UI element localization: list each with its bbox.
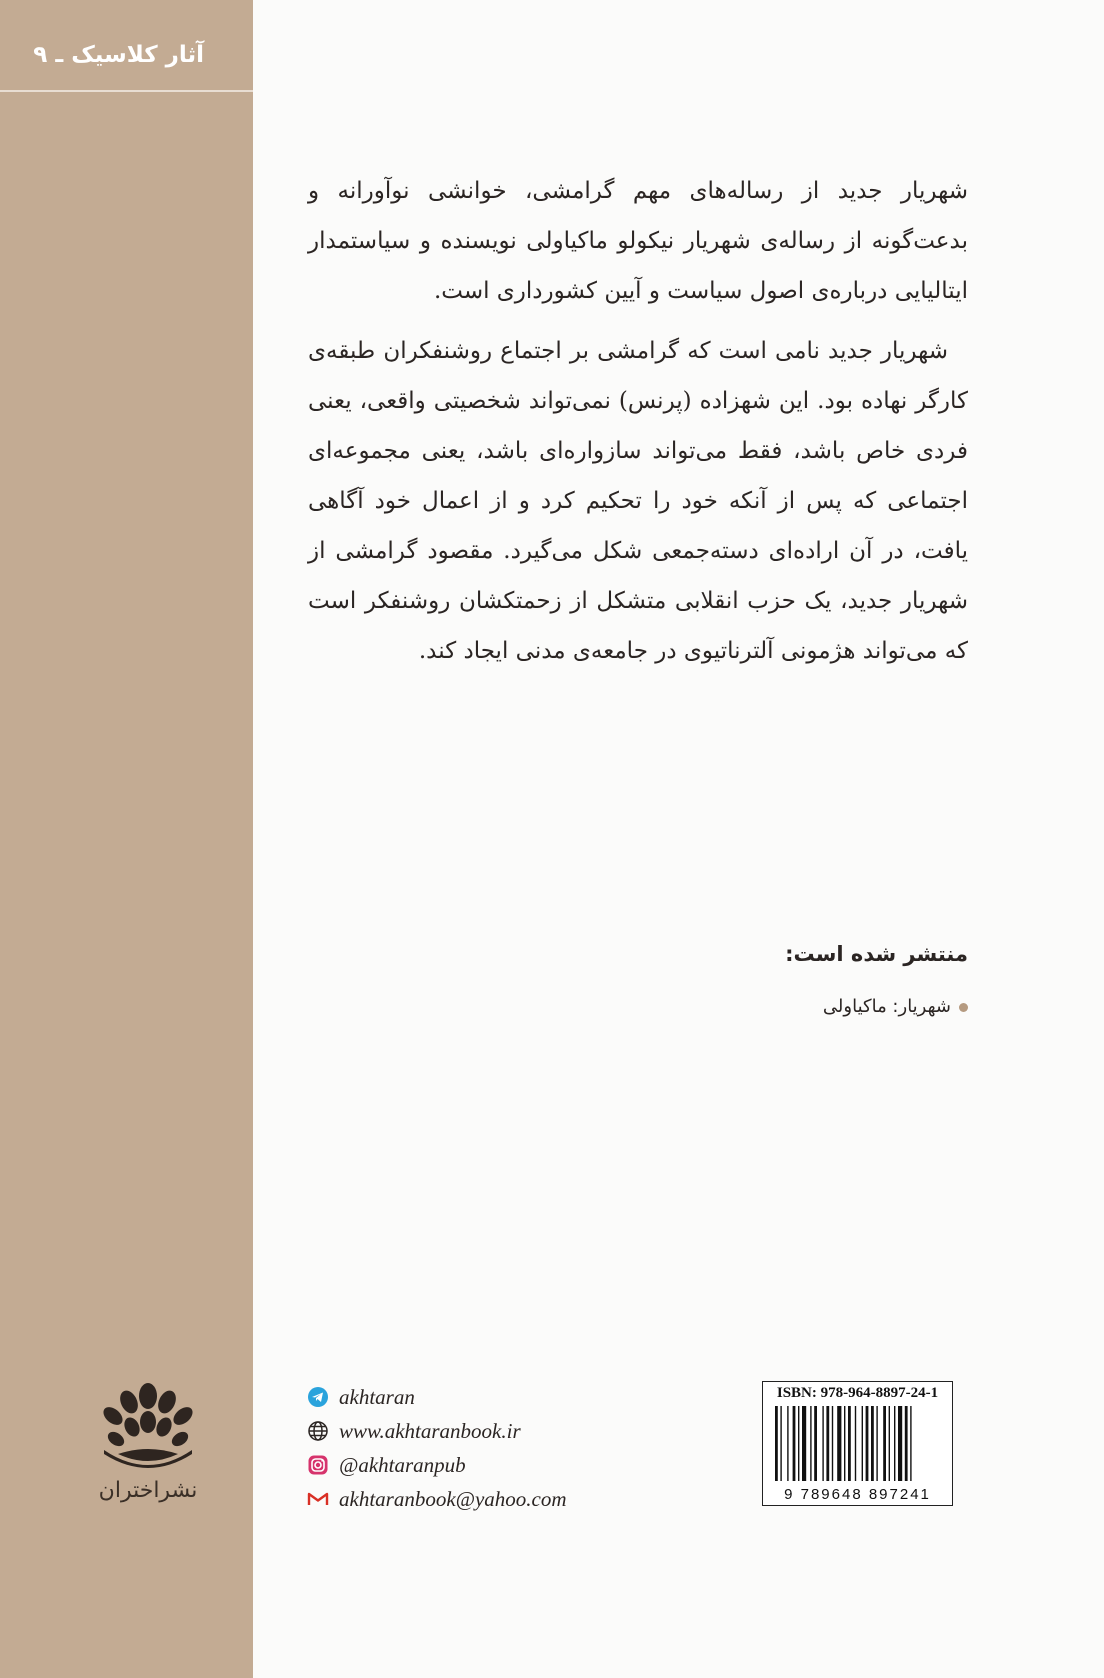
barcode-digits: 9 789648 897241	[784, 1486, 931, 1503]
published-list-item	[560, 996, 968, 1017]
barcode-bars	[773, 1406, 943, 1481]
contact-website[interactable]	[307, 1414, 647, 1448]
blurb-paragraph: شهریار جدید از رساله‌های مهم گرامشی، خوانشی نوآورانه و بدعت‌گونه از رساله‌ی شهریار نیکولو ماکیاولی نویسنده و سیاستمدار ایتالیایی درباره‌ی اصول سیاست و آیین کشورداری است.	[308, 178, 968, 304]
series-label: آثار کلاسیک ـ ۹	[33, 42, 204, 68]
email-icon	[307, 1488, 329, 1510]
publisher-name: نشراختران	[98, 1478, 198, 1503]
isbn-barcode	[762, 1381, 953, 1506]
contact-list	[307, 1380, 647, 1516]
contact-text: akhtaran	[339, 1384, 415, 1409]
bullet-icon	[959, 1003, 968, 1012]
blurb-paragraph: شهریار جدید نامی است که گرامشی بر اجتماع روشنفکران طبقه‌ی کارگر نهاده بود. این شهزاده (پرنس) نمی‌تواند شخصیتی واقعی، یعنی فردی خاص باشد، فقط می‌تواند سازواره‌ای باشد، یعنی مجموعه‌ای اجتماعی که پس از آنکه خود را تحکیم کرد و از اعمال خود آگاهی یافت، در آن اراده‌ای دسته‌جمعی شکل می‌گیرد. مقصود گرامشی از شهریار جدید، یک حزب انقلابی متشکل از زحمتکشان روشنفکر است که می‌تواند هژمونی آلترناتیوی در جامعه‌ی مدنی ایجاد کند.	[308, 338, 968, 664]
contact-text: www.akhtaranbook.ir	[339, 1418, 521, 1443]
contact-telegram[interactable]	[307, 1380, 647, 1414]
isbn-label: ISBN: 978-964-8897-24-1	[776, 1385, 939, 1401]
back-cover-blurb	[308, 166, 968, 676]
contact-email[interactable]	[307, 1482, 647, 1516]
globe-icon	[307, 1420, 329, 1442]
publisher-logo	[96, 1382, 200, 1476]
instagram-icon	[307, 1454, 329, 1476]
series-divider	[0, 90, 253, 92]
contact-text: akhtaranbook@yahoo.com	[339, 1486, 567, 1511]
shell-logo-icon	[96, 1382, 200, 1476]
telegram-icon	[307, 1386, 329, 1408]
contact-instagram[interactable]	[307, 1448, 647, 1482]
published-heading: منتشر شده است:	[785, 942, 968, 966]
contact-text: @akhtaranpub	[339, 1452, 466, 1477]
published-item-title: شهریار: ماکیاولی	[822, 996, 951, 1017]
